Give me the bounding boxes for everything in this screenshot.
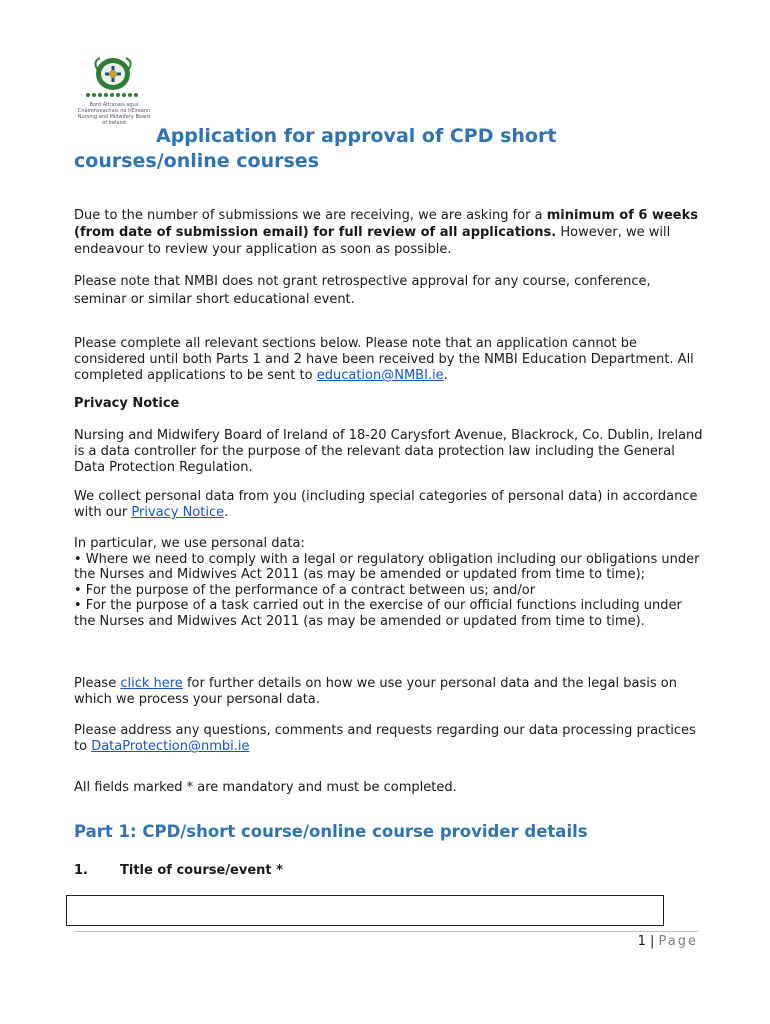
footer-divider xyxy=(74,931,698,932)
logo-caption-line: Bord Altranais agus xyxy=(89,102,139,108)
intro-paragraph xyxy=(74,207,704,258)
click-post: for further details on how we use your personal data and the legal basis on which we process your personal data. xyxy=(74,676,677,707)
question-label: Title of course/event * xyxy=(120,863,283,878)
page-word: Page xyxy=(658,934,698,949)
complete-note-text: Please complete all relevant sections below. Please note that an application cannot be considered until both Parts 1 and 2 have been received by the NMBI Education Department. All completed applications to be sent to xyxy=(74,336,694,383)
document-title xyxy=(74,124,714,174)
question-1 xyxy=(74,863,283,878)
title-line-1: Application for approval of CPD short xyxy=(156,125,557,147)
use-list xyxy=(74,536,704,629)
complete-note xyxy=(74,336,704,384)
collect-end: . xyxy=(224,505,229,520)
page-separator: | xyxy=(649,934,655,949)
logo-caption-line: Cnáimhseachais na hÉireann xyxy=(77,108,151,114)
title-line-2: courses/online courses xyxy=(74,150,320,172)
collect-paragraph xyxy=(74,489,704,521)
data-protection-email-link[interactable]: DataProtection@nmbi.ie xyxy=(91,739,250,754)
intro-bold-text: minimum of 6 weeks (from date of submission email) for full review of all applications. xyxy=(74,208,698,240)
question-number: 1. xyxy=(74,863,88,878)
bullet-item: • Where we need to comply with a legal or regulatory obligation including our obligations under the Nurses and Midwives Act 2011 (as may be amended or updated from time to time); xyxy=(74,551,700,582)
logo-caption-line: of Ireland xyxy=(102,120,126,126)
bullet-item: • For the purpose of a task carried out in the exercise of our official functions including under the Nurses and Midwives Act 2011 (as may be amended or updated from time to time). xyxy=(74,598,682,629)
complete-note-end: . xyxy=(443,368,448,383)
part1-heading: Part 1: CPD/short course/online course provider details xyxy=(74,822,588,841)
address-text: Please address any questions, comments and requests regarding our data processing practices to xyxy=(74,723,696,754)
course-title-field[interactable] xyxy=(66,895,664,926)
click-here-paragraph xyxy=(74,676,704,708)
intro-text: Due to the number of submissions we are receiving, we are asking for a xyxy=(74,208,547,223)
page-number xyxy=(638,934,698,949)
collect-text: We collect personal data from you (including special categories of personal data) in accordance with our xyxy=(74,489,698,520)
click-here-link[interactable]: click here xyxy=(120,676,183,691)
logo-caption xyxy=(72,102,156,126)
logo-caption-line: Nursing and Midwifery Board xyxy=(77,114,151,120)
click-pre: Please xyxy=(74,676,121,691)
privacy-notice-link[interactable]: Privacy Notice xyxy=(131,505,225,520)
privacy-heading: Privacy Notice xyxy=(74,396,180,411)
retro-note: Please note that NMBI does not grant retrospective approval for any course, conference, seminar or similar short educational event. xyxy=(74,274,651,307)
page-number-value: 1 xyxy=(637,934,646,949)
mandatory-note: All fields marked * are mandatory and must be completed. xyxy=(74,780,457,795)
intro-text-2: However, we will endeavour to review your application as soon as possible. xyxy=(74,225,671,257)
controller-paragraph: Nursing and Midwifery Board of Ireland of 18-20 Carysfort Avenue, Blackrock, Co. Dublin, Ireland is a data controller for the purpose of the relevant data protection law including the General Data Protection Regulation. xyxy=(74,428,703,475)
address-paragraph xyxy=(74,723,704,755)
bullet-item: • For the purpose of the performance of a contract between us; and/or xyxy=(74,582,536,598)
education-email-link[interactable]: education@NMBI.ie xyxy=(316,368,444,383)
use-intro: In particular, we use personal data: xyxy=(74,536,305,551)
